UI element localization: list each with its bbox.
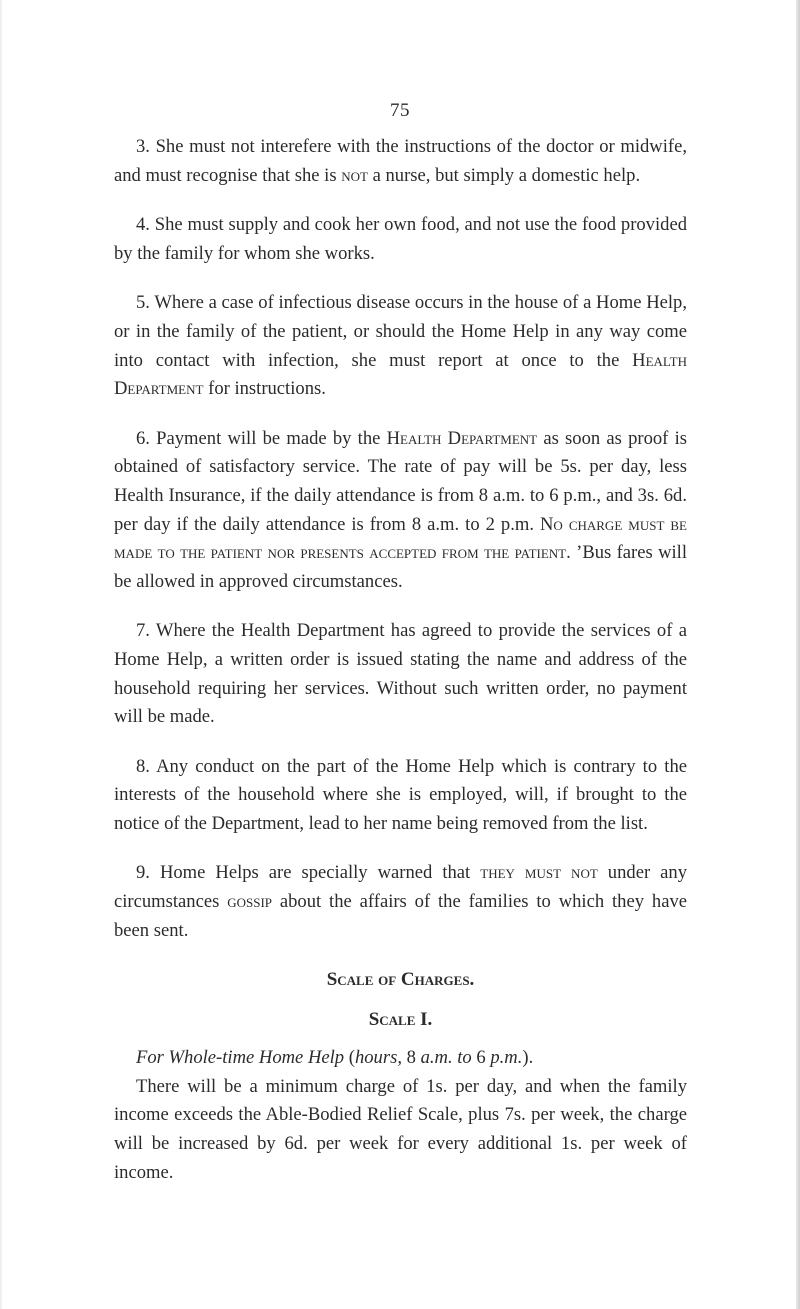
- paragraph-9-text: 9. Home Helps are specially warned that: [136, 862, 471, 884]
- page-number: 75: [390, 100, 410, 121]
- paragraph-6-text: 6. Payment will be made by the: [136, 427, 381, 449]
- scale-one-subtitle: [114, 1044, 687, 1073]
- page-edge-left: [0, 0, 2, 1309]
- scale-of-charges-heading: Scale of Charges.: [326, 969, 475, 991]
- paragraph-6-end: ’Bus fares will be allowed in approved circumstances.: [114, 542, 687, 592]
- paragraph-5-emphasis: Health Department: [114, 349, 687, 400]
- subtitle-end-hour: 6: [476, 1047, 486, 1069]
- paragraph-9-emphasis: they must not: [480, 862, 598, 884]
- paragraph-5: [114, 289, 687, 403]
- paragraph-3-emphasis: not: [341, 164, 368, 186]
- paragraph-6-emphasis: Health Department: [386, 427, 538, 449]
- paragraph-6: [114, 425, 687, 597]
- subtitle-paren-close: ).: [522, 1047, 534, 1069]
- paragraph-5-end: for instructions.: [208, 378, 326, 400]
- paragraph-9-emphasis-2: gossip: [227, 891, 272, 913]
- subtitle-to: to: [457, 1047, 472, 1069]
- subtitle-pm: p.m.: [490, 1047, 523, 1069]
- paragraph-9-middle: under any circumstances: [114, 862, 687, 913]
- paragraph-6-emphasis-2: No charge must be made to the patient nor presents accepted from the patient.: [114, 513, 687, 564]
- paragraph-7: 7. Where the Health Department has agreed to provide the services of a Home Help, a written order is issued stating the name and address of the household requiring her services. Without such written order, no payment will be made.: [114, 620, 687, 728]
- subtitle-paren-open: (: [348, 1047, 355, 1069]
- subtitle-am: a.m.: [420, 1047, 453, 1069]
- document-body: [114, 133, 687, 1208]
- subtitle-hours: hours,: [354, 1047, 402, 1069]
- paragraph-6-middle: as soon as proof is obtained of satisfactory service. The rate of pay will be 5s. per day, less Health Insurance, if the daily attendance is from 8 a.m. to 6 p.m., and 3s. 6d. per day if the daily attendance is from 8 a.m. to 2 p.m.: [114, 427, 687, 535]
- paragraph-9-end: about the affairs of the families to which they have been sent.: [114, 891, 687, 941]
- subtitle-start-hour: 8: [406, 1047, 416, 1069]
- paragraph-8: 8. Any conduct on the part of the Home Help which is contrary to the interests of the household where she is employed, will, if brought to the notice of the Department, lead to her name being removed from the list.: [114, 755, 687, 834]
- paragraph-5-text: 5. Where a case of infectious disease occurs in the house of a Home Help, or in the family of the patient, or should the Home Help in any way come into contact with infection, she must report at once to the: [114, 292, 687, 371]
- subtitle-part-1: For Whole-time Home Help: [136, 1047, 345, 1069]
- paragraph-3-text: 3. She must not interefere with the instructions of the doctor or midwife, and must recognise that she is: [114, 136, 687, 186]
- page-edge-right: [796, 0, 800, 1309]
- paragraph-3: [114, 133, 687, 190]
- paragraph-4: 4. She must supply and cook her own food, and not use the food provided by the family for whom she works.: [114, 214, 687, 264]
- paragraph-9: [114, 859, 687, 945]
- scale-one-text: There will be a minimum charge of 1s. per day, and when the family income exceeds the Able-Bodied Relief Scale, plus 7s. per week, the charge will be increased by 6d. per week for every additional 1s. per week of income.: [114, 1075, 687, 1183]
- scale-one-heading: Scale I.: [368, 1009, 433, 1031]
- paragraph-3-end: a nurse, but simply a domestic help.: [372, 164, 641, 186]
